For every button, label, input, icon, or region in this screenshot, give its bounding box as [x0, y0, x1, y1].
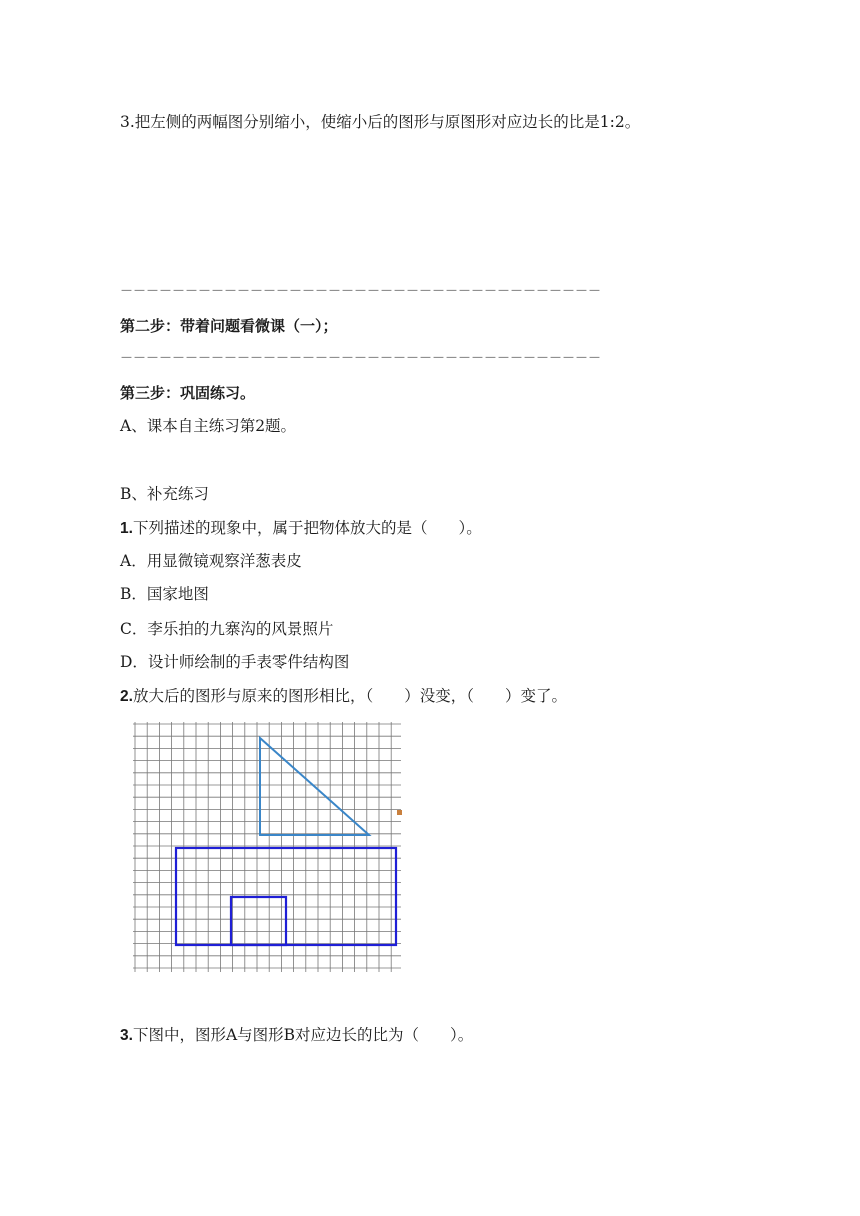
question-3-number: 3.: [120, 1027, 133, 1044]
question-2-number: 2.: [120, 688, 133, 705]
question-1-option-c: C．李乐拍的九寨沟的风景照片: [120, 620, 334, 638]
question-1: [120, 518, 482, 539]
edge-marker: [397, 810, 402, 815]
separator-bottom: －－－－－－－－－－－－－－－－－－－－－－－－－－－－－－－－－－－－－: [120, 351, 602, 366]
part-b-label: B、补充练习: [120, 485, 209, 503]
separator-top: －－－－－－－－－－－－－－－－－－－－－－－－－－－－－－－－－－－－－: [120, 284, 602, 299]
question-1-option-b: B．国家地图: [120, 585, 209, 603]
grid-figure: [133, 722, 405, 974]
step-3-heading: 第三步：巩固练习。: [120, 384, 256, 402]
question-1-text: 下列描述的现象中，属于把物体放大的是（ ）。: [132, 519, 482, 537]
question-2-text: 放大后的图形与原来的图形相比，（ ）没变，（ ）变了。: [132, 687, 567, 705]
triangle-shape: [260, 738, 369, 835]
question-1-option-d: D．设计师绘制的手表零件结构图: [120, 653, 350, 671]
question-3-text: 下图中，图形A与图形B对应边长的比为（ ）。: [132, 1026, 474, 1044]
small-rectangle: [231, 897, 286, 945]
step-2-heading: 第二步：带着问题看微课（一）；: [120, 317, 338, 335]
question-1-number: 1.: [120, 520, 133, 537]
question-1-option-a: A．用显微镜观察洋葱表皮: [120, 552, 302, 570]
question-3-intro: 3.把左侧的两幅图分别缩小，使缩小后的图形与原图形对应边长的比是1:2。: [120, 113, 641, 131]
question-2: [120, 686, 567, 707]
part-a-label: A、课本自主练习第2题。: [120, 417, 297, 435]
question-3: [120, 1025, 473, 1046]
